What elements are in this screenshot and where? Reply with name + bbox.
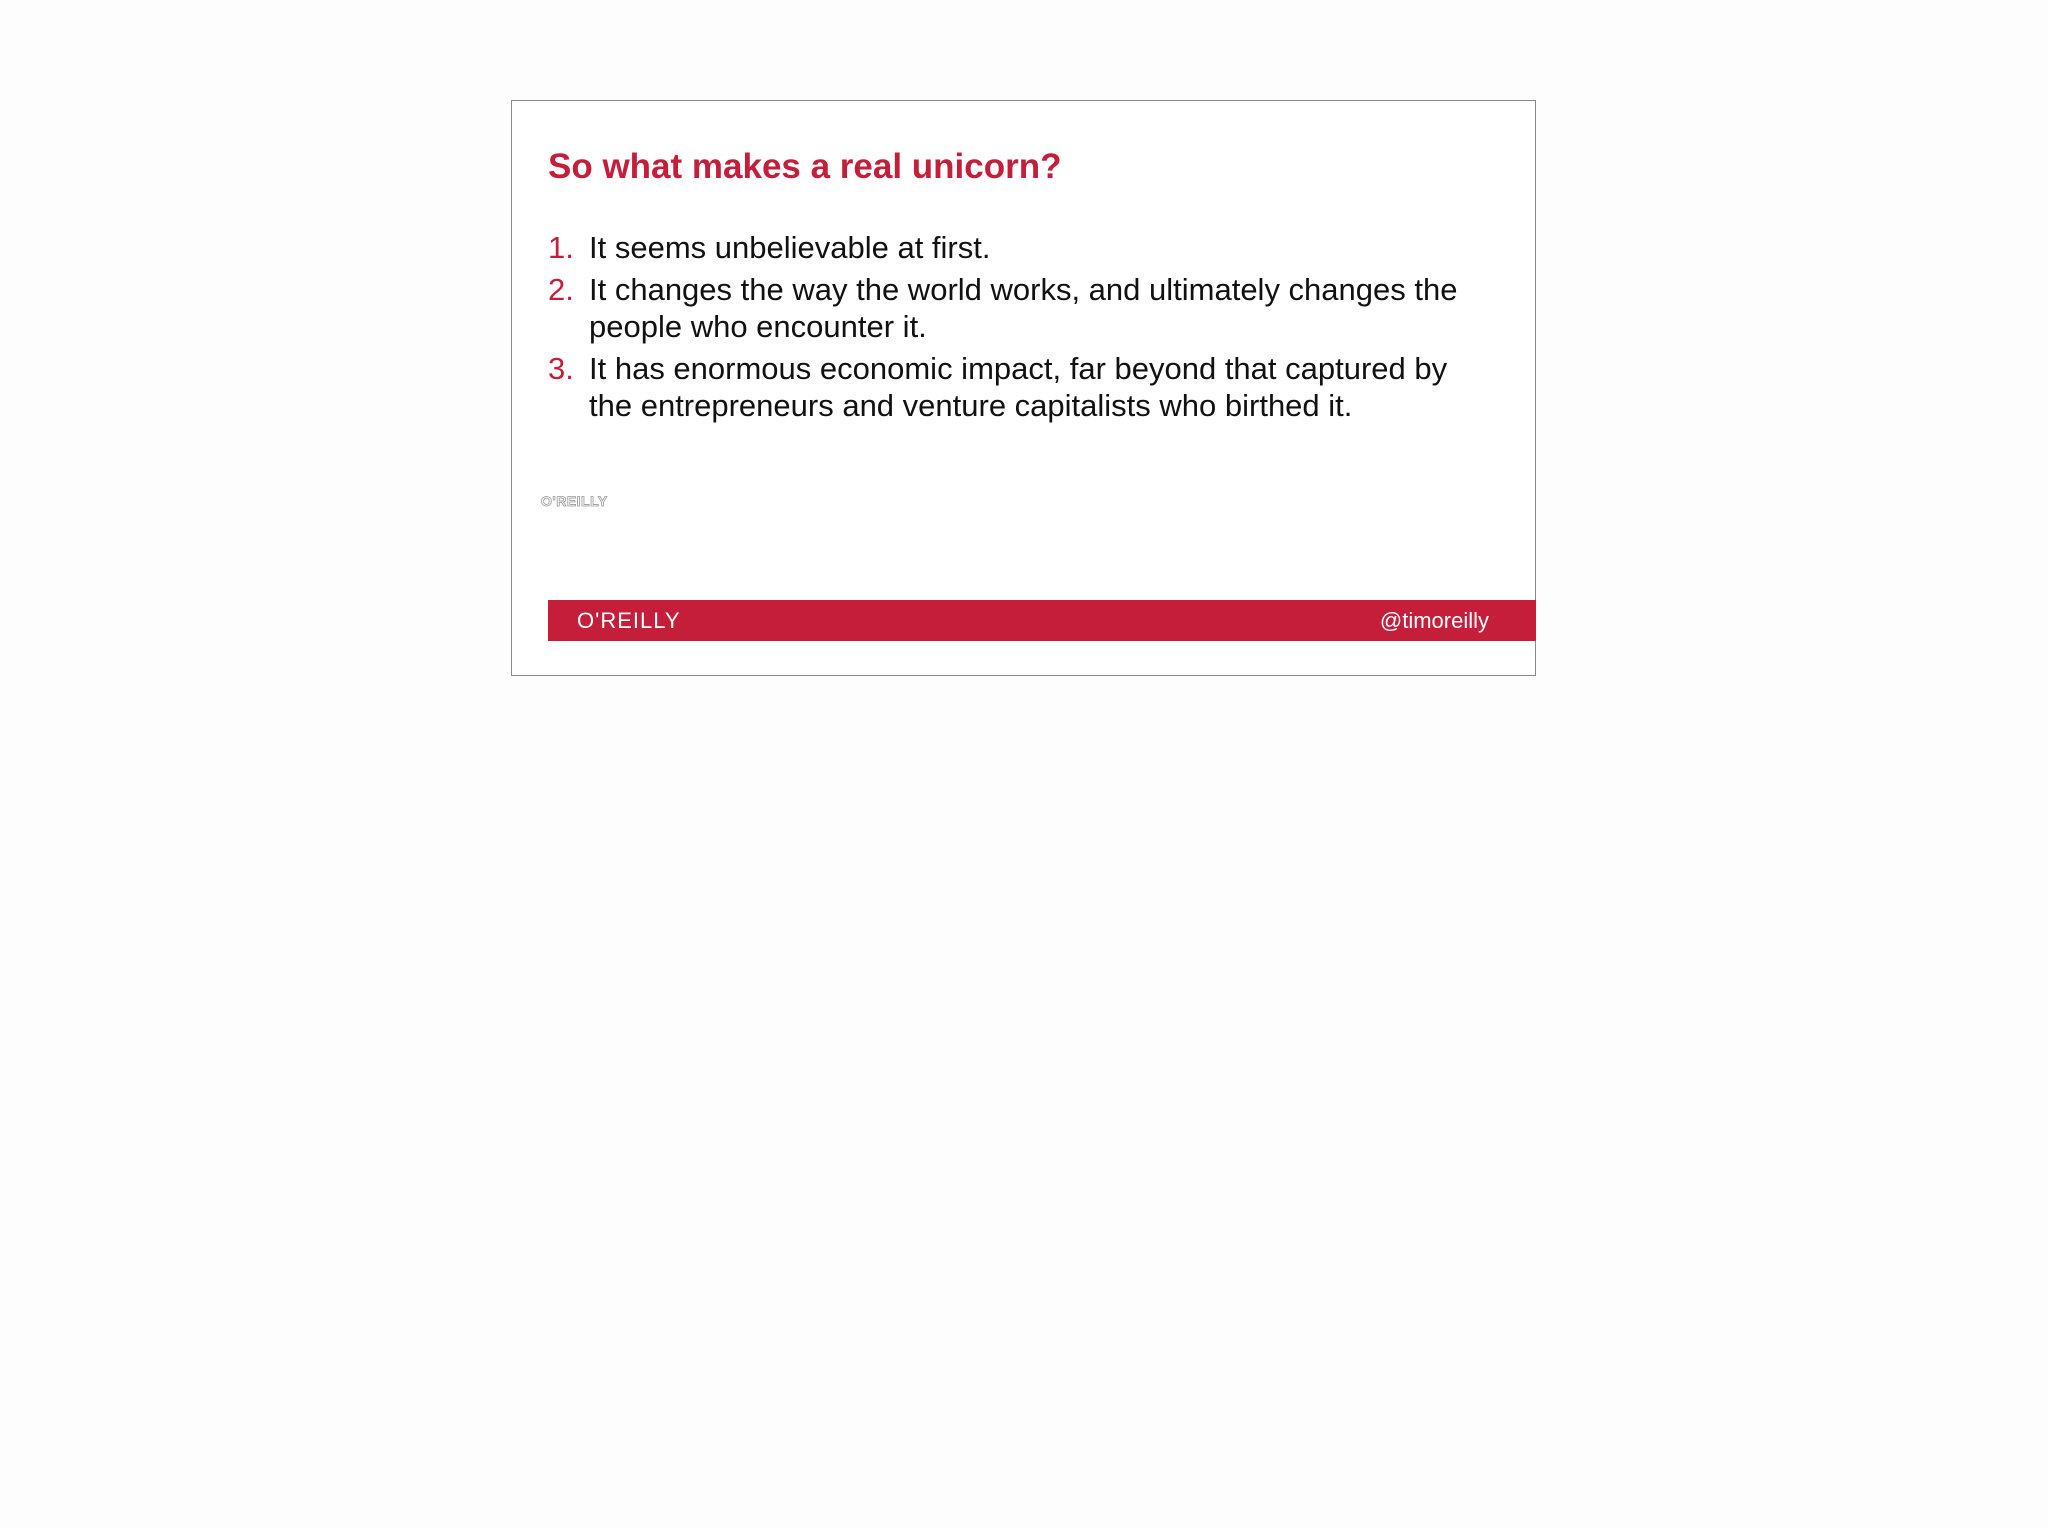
- twitter-handle: @timoreilly: [1379, 608, 1489, 633]
- list-item-number: 1.: [548, 230, 574, 265]
- list-item-number: 2.: [548, 272, 574, 307]
- list-item: [548, 271, 1508, 345]
- watermark-logo: O'REILLY: [541, 493, 608, 509]
- list-item-text: It has enormous economic impact, far beyond that captured by the entrepreneurs and venture capitalists who birthed it.: [589, 351, 1448, 423]
- points-list: [548, 229, 1508, 429]
- list-item: [548, 350, 1508, 424]
- list-item-text: It changes the way the world works, and ultimately changes the people who encounter it.: [589, 272, 1458, 344]
- footer-bar: [548, 600, 1536, 641]
- slide-title: So what makes a real unicorn?: [548, 147, 1062, 186]
- slide: [511, 100, 1536, 676]
- list-item: [548, 229, 1508, 266]
- oreilly-logo: O'REILLY: [577, 608, 681, 633]
- list-item-text: It seems unbelievable at first.: [589, 230, 991, 265]
- list-item-number: 3.: [548, 351, 574, 386]
